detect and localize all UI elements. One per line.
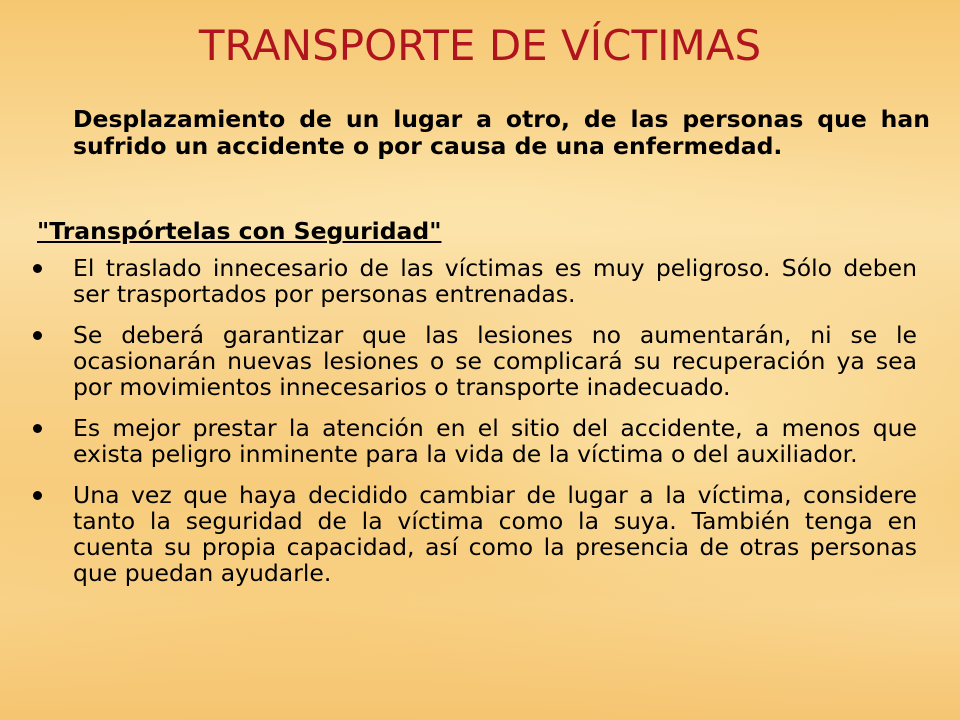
subheading: "Transpórtelas con Seguridad" xyxy=(37,217,442,245)
bullet-dot-icon xyxy=(33,331,42,340)
bullet-dot-icon xyxy=(33,264,42,273)
bullet-dot-icon xyxy=(33,424,42,433)
bullet-list xyxy=(33,255,917,601)
bullet-text: Es mejor prestar la atención en el sitio del accidente, a menos que exista peligro inminente para la vida de la víctima o del auxiliador. xyxy=(73,414,917,468)
slide-title: TRANSPORTE DE VÍCTIMAS xyxy=(198,21,762,70)
bullet-item xyxy=(33,322,917,400)
bullet-item xyxy=(33,255,917,307)
bullet-item xyxy=(33,482,917,586)
bullet-item xyxy=(33,415,917,467)
bullet-dot-icon xyxy=(33,491,42,500)
definition-paragraph: Desplazamiento de un lugar a otro, de las personas que han sufrido un accidente o por causa de una enfermedad. xyxy=(73,105,930,160)
bullet-text: El traslado innecesario de las víctimas es muy peligroso. Sólo deben ser trasportados por personas entrenadas. xyxy=(73,254,917,308)
bullet-text: Una vez que haya decidido cambiar de lugar a la víctima, considere tanto la seguridad de la víctima como la suya. También tenga en cuenta su propia capacidad, así como la presencia de otras personas que puedan ayudarle. xyxy=(73,481,917,587)
bullet-text: Se deberá garantizar que las lesiones no aumentarán, ni se le ocasionarán nuevas lesiones o se complicará su recuperación ya sea por movimientos innecesarios o transporte inadecuado. xyxy=(73,321,917,401)
